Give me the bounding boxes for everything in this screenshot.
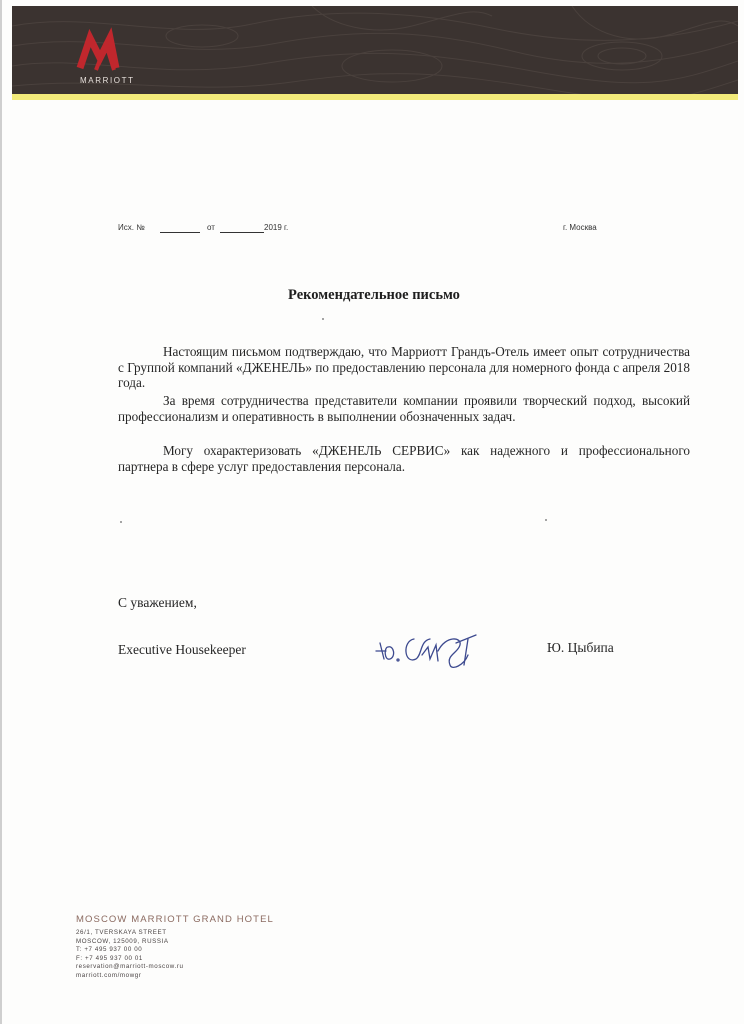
scan-dot <box>322 318 324 320</box>
paragraph-1: Настоящим письмом подтверждаю, что Марриотт Грандъ-Отель имеет опыт сотрудничества с Группой компаний «ДЖЕНЕЛЬ» по предоставлению персонала для номерного фонда с апреля 2018 года. <box>118 344 690 390</box>
footer-fax: F: +7 495 937 00 01 <box>76 954 143 962</box>
scan-dot <box>120 521 122 523</box>
hotel-footer <box>76 914 274 981</box>
footer-hotel-name: MOSCOW MARRIOTT GRAND HOTEL <box>76 914 274 925</box>
signer-position: Executive Housekeeper <box>118 642 246 657</box>
reference-line <box>118 223 618 237</box>
brand-wordmark: MARRIOTT <box>80 76 135 85</box>
letter-title: Рекомендательное письмо <box>288 287 460 303</box>
footer-address-2: MOSCOW, 125009, RUSSIA <box>76 937 169 945</box>
date-blank <box>220 232 264 233</box>
footer-phone: T: +7 495 937 00 00 <box>76 946 143 954</box>
paragraph-3: Могу охарактеризовать «ДЖЕНЕЛЬ СЕРВИС» как надежного и профессионального партнера в сфере услуг предоставления персонала. <box>118 443 690 474</box>
paragraph-2: За время сотрудничества представители компании проявили творческий подход, высокий профессионализм и оперативность в выполнении обозначенных задач. <box>118 393 690 424</box>
city: г. Москва <box>563 223 597 232</box>
footer-email: reservation@marriott-moscow.ru <box>76 963 184 971</box>
from-label: от <box>207 223 215 232</box>
signer-name: Ю. Цыбипа <box>547 640 614 655</box>
closing-greeting: С уважением, <box>118 595 197 610</box>
footer-address-1: 26/1, TVERSKAYA STREET <box>76 929 167 936</box>
letterhead-band <box>12 6 738 94</box>
year-suffix: 2019 г. <box>264 223 289 232</box>
scan-dot <box>545 519 547 521</box>
ref-number-blank <box>160 232 200 233</box>
letterhead-stripe <box>12 94 738 100</box>
ref-label: Исх. № <box>118 223 145 232</box>
footer-website: marriott.com/mowgr <box>76 971 142 979</box>
handwritten-signature <box>372 625 492 675</box>
